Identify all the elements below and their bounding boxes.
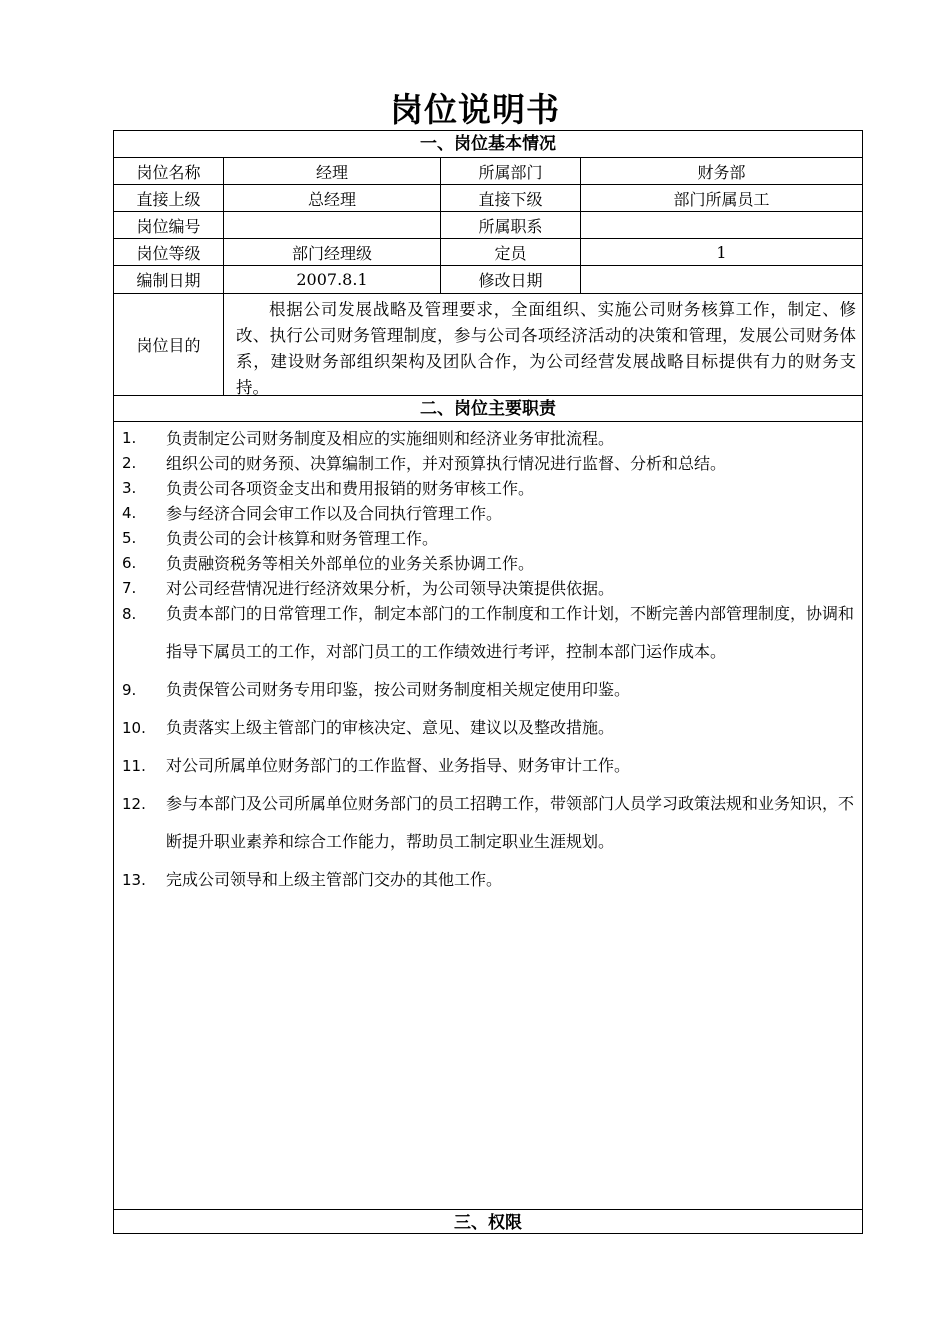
field-value: 经理	[224, 158, 441, 184]
list-item	[122, 426, 860, 451]
table-row	[114, 185, 862, 212]
section-authority-heading: 三、权限	[114, 1209, 862, 1235]
item-text: 负责本部门的日常管理工作，制定本部门的工作制度和工作计划，不断完善内部管理制度，协调和指导下属员工的工作，对部门员工的工作绩效进行考评，控制本部门运作成本。	[166, 604, 855, 661]
item-number: 1.	[122, 429, 137, 447]
item-text: 对公司经营情况进行经济效果分析，为公司领导决策提供依据。	[166, 579, 615, 598]
page-title: 岗位说明书	[390, 90, 560, 129]
field-value: 1	[716, 242, 727, 262]
field-value	[581, 266, 862, 293]
list-item	[122, 747, 860, 785]
item-number: 5.	[122, 529, 137, 547]
item-text: 完成公司领导和上级主管部门交办的其他工作。	[166, 870, 503, 889]
field-value: 财务部	[697, 162, 746, 182]
item-text: 负责落实上级主管部门的审核决定、意见、建议以及整改措施。	[166, 718, 615, 737]
list-item	[122, 551, 860, 576]
item-number: 6.	[122, 554, 137, 572]
field-value: 2007.8.1	[224, 266, 441, 293]
item-number: 2.	[122, 454, 137, 472]
item-text: 参与本部门及公司所属单位财务部门的员工招聘工作，带领部门人员学习政策法规和业务知识，不断提升职业素养和综合工作能力，帮助员工制定职业生涯规划。	[166, 794, 855, 851]
field-label: 编制日期	[114, 266, 224, 293]
item-text: 对公司所属单位财务部门的工作监督、业务指导、财务审计工作。	[166, 756, 631, 775]
item-text: 负责融资税务等相关外部单位的业务关系协调工作。	[166, 554, 535, 573]
field-value: 总经理	[224, 185, 441, 211]
table-row	[114, 158, 862, 185]
item-text: 负责公司的会计核算和财务管理工作。	[166, 529, 439, 548]
field-value	[581, 212, 862, 238]
field-label: 岗位编号	[114, 212, 224, 238]
list-item	[122, 526, 860, 551]
list-item	[122, 671, 860, 709]
item-text: 参与经济合同会审工作以及合同执行管理工作。	[166, 504, 503, 523]
item-text: 负责公司各项资金支出和费用报销的财务审核工作。	[166, 479, 535, 498]
table-row	[114, 266, 862, 294]
table-row	[114, 212, 862, 239]
item-number: 12.	[122, 795, 146, 813]
field-label: 岗位名称	[114, 158, 224, 184]
list-item	[122, 476, 860, 501]
purpose-label: 岗位目的	[114, 294, 224, 395]
job-description-table	[113, 130, 863, 1234]
item-number: 10.	[122, 719, 146, 737]
purpose-text: 根据公司发展战略及管理要求，全面组织、实施公司财务核算工作，制定、修改、执行公司财务管理制度，参与公司各项经济活动的决策和管理，发展公司财务体系，建设财务部组织架构及团队合作，为公司经营发展战略目标提供有力的财务支持。	[236, 300, 856, 397]
item-number: 4.	[122, 504, 137, 522]
list-item	[122, 785, 860, 861]
item-text: 组织公司的财务预、决算编制工作，并对预算执行情况进行监督、分析和总结。	[166, 454, 727, 473]
field-value: 部门所属员工	[673, 189, 770, 209]
item-text: 负责保管公司财务专用印鉴，按公司财务制度相关规定使用印鉴。	[166, 680, 631, 699]
item-number: 8.	[122, 605, 137, 623]
field-label: 岗位等级	[114, 239, 224, 265]
item-text: 负责制定公司财务制度及相应的实施细则和经济业务审批流程。	[166, 429, 615, 448]
field-value	[224, 212, 441, 238]
table-row	[114, 239, 862, 266]
field-label: 定员	[441, 239, 581, 265]
field-value: 部门经理级	[224, 239, 441, 265]
field-label: 直接上级	[114, 185, 224, 211]
section-basic-info-heading: 一、岗位基本情况	[114, 131, 862, 158]
field-label: 所属职系	[441, 212, 581, 238]
list-item	[122, 861, 860, 899]
item-number: 9.	[122, 681, 137, 699]
item-number: 3.	[122, 479, 137, 497]
field-label: 修改日期	[441, 266, 581, 293]
list-item	[122, 501, 860, 526]
item-number: 7.	[122, 579, 137, 597]
list-item	[122, 709, 860, 747]
field-label: 所属部门	[441, 158, 581, 184]
list-item	[122, 595, 860, 671]
field-label: 直接下级	[441, 185, 581, 211]
duties-list	[122, 426, 860, 899]
item-number: 13.	[122, 871, 146, 889]
item-number: 11.	[122, 757, 146, 775]
purpose-row	[114, 294, 862, 396]
section-duties-heading: 二、岗位主要职责	[114, 396, 862, 422]
list-item	[122, 451, 860, 476]
